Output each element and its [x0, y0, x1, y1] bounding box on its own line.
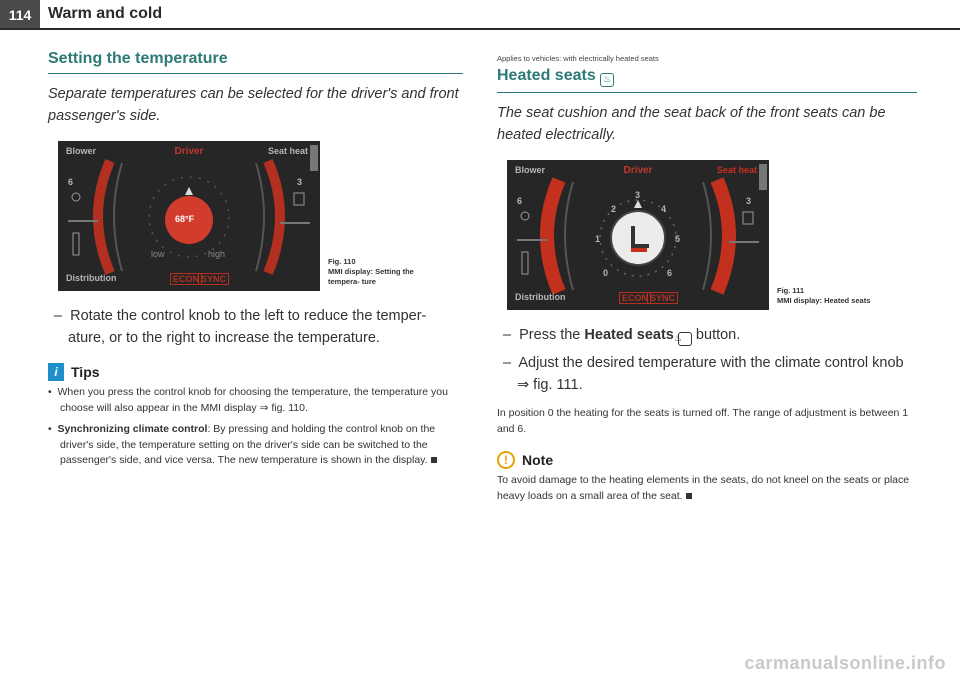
watermark: carmanualsonline.info: [744, 653, 946, 673]
note-text: To avoid damage to the heating elements in the seats, do not kneel on the seats or place heavy loads on a small area of the seat.: [497, 474, 910, 502]
page-number: 114: [0, 0, 40, 30]
left-column: [48, 50, 463, 475]
temperature-readout: 68°F: [175, 214, 195, 224]
label-blower: Blower: [515, 165, 546, 175]
label-low: low: [151, 249, 165, 259]
blower-value: 6: [68, 177, 74, 187]
lead-heated-seats: The seat cushion and the seat back of the front seats can be heated electrically.: [497, 105, 886, 143]
mmi-display-seat-heat: [507, 160, 769, 310]
sync-button: SYNC: [647, 292, 678, 304]
body-range: In position 0 the heating for the seats is turned off. The range of adjustment is between 1 and 6.: [497, 407, 909, 435]
seat-heat-icon: ♨: [678, 332, 692, 346]
note-heading: ! Note: [497, 451, 917, 469]
info-icon: i: [48, 363, 64, 381]
step-adjust-temperature: – Adjust the desired temperature with the climate control knob ⇒ fig. 111.: [503, 355, 904, 393]
display-graphic: [507, 160, 769, 310]
end-mark-icon: [431, 457, 437, 463]
econ-button: ECON: [619, 292, 651, 304]
dial-label-5: 5: [675, 234, 681, 244]
label-seat-heat: Seat heat: [267, 146, 308, 156]
seat-heat-icon: ♨: [600, 73, 614, 87]
label-driver: Driver: [623, 165, 653, 176]
econ-button: ECON: [170, 273, 202, 285]
label-high: high: [208, 249, 226, 259]
label-seat-heat: Seat heat: [716, 165, 757, 175]
applies-to: Applies to vehicles: with electrically heated seats: [497, 54, 659, 63]
label-distribution: Distribution: [515, 292, 566, 302]
lead-temperature: Separate temperatures can be selected for the driver's and front passenger's side.: [48, 86, 459, 124]
figure-tag: [759, 164, 767, 190]
warning-icon: !: [497, 451, 515, 469]
figure-tag: [310, 145, 318, 171]
tip-item: • Synchronizing climate control: By pressing and holding the control knob on the driver's side, the temperature setting on the driver's side can be switched to the passenger's side, and vice versa. The new temperature is shown in the display.: [48, 423, 436, 466]
caption-fig-110: Fig. 110 MMI display: Setting the tempera- ture: [328, 257, 414, 286]
dial-label-4: 4: [661, 204, 667, 214]
end-mark-icon: [686, 493, 692, 499]
mmi-display-temperature: [58, 141, 320, 291]
step-press-heated-seats: – Press the Heated seats ♨ button.: [497, 324, 917, 346]
caption-fig-111: Fig. 111 MMI display: Heated seats: [777, 286, 871, 305]
label-driver: Driver: [174, 146, 204, 157]
seat-value: 3: [745, 196, 751, 206]
dial-label-6: 6: [667, 268, 673, 278]
dial-label-0: 0: [603, 268, 609, 278]
tip-item: • When you press the control knob for choosing the temperature, the temperature you choose will also appear in the MMI display ⇒ fig. 110.: [48, 386, 448, 414]
dial-label-3: 3: [635, 190, 641, 200]
sync-button: SYNC: [198, 273, 229, 285]
dial-label-1: 1: [595, 234, 601, 244]
label-blower: Blower: [66, 146, 97, 156]
section-title-heated-seats: Heated seats ♨: [497, 67, 917, 93]
section-title-temperature: Setting the temperature: [48, 50, 463, 74]
chapter-title: Warm and cold: [48, 5, 163, 22]
seat-value: 3: [296, 177, 302, 187]
dial-label-2: 2: [611, 204, 617, 214]
header-rule: [0, 28, 960, 30]
right-column: [497, 50, 917, 504]
step-rotate-knob: – Rotate the control knob to the left to reduce the temper- ature, or to the right to increase the temperature.: [54, 308, 427, 346]
label-distribution: Distribution: [66, 273, 117, 283]
blower-value: 6: [517, 196, 523, 206]
figure-111: [497, 160, 917, 310]
figure-110: [48, 141, 463, 291]
tips-heading: i Tips: [48, 363, 463, 381]
